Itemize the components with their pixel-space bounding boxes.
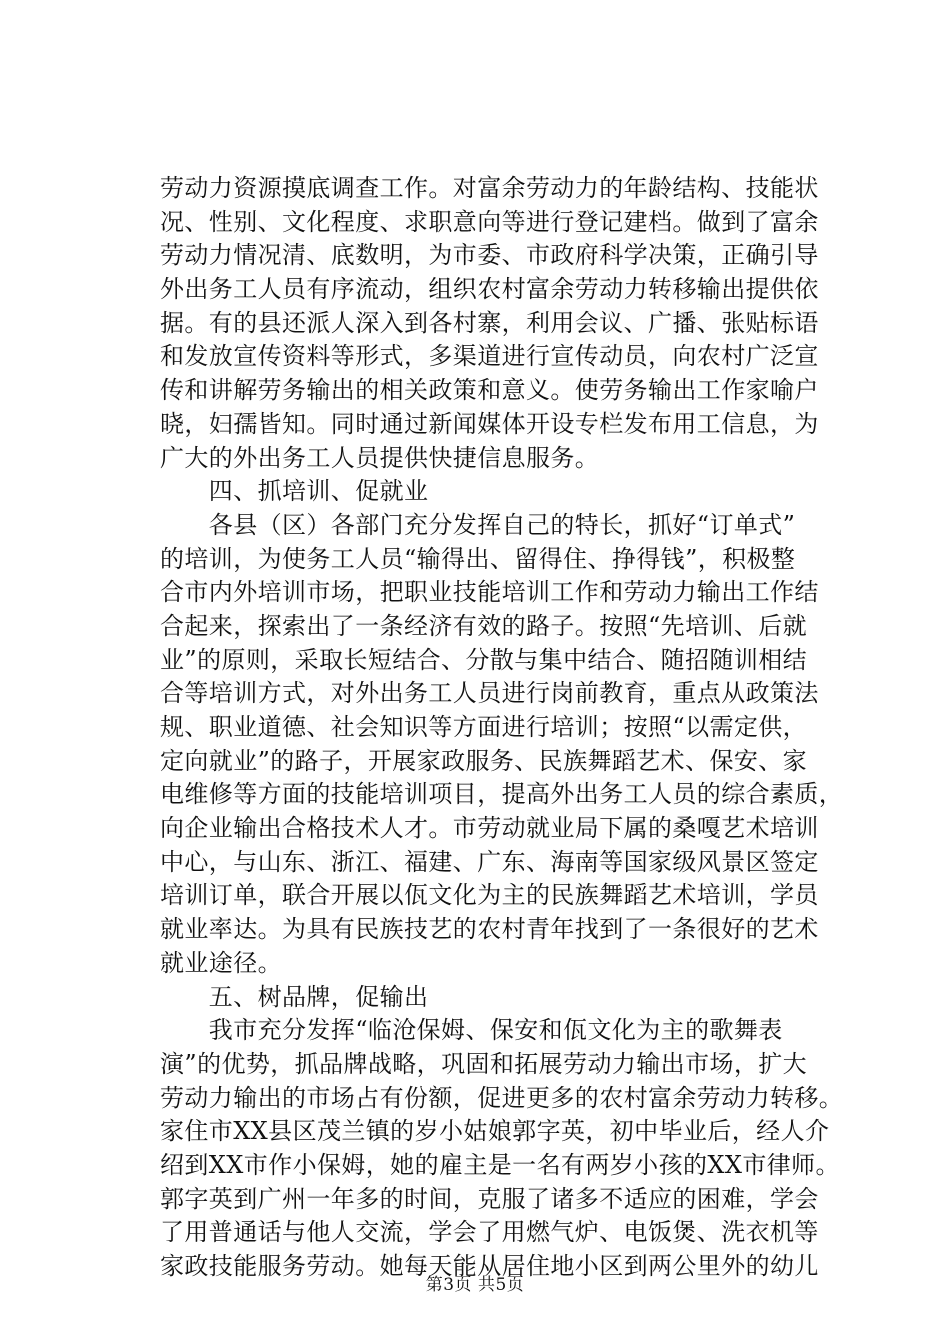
text-line: 外出务工人员有序流动，组织农村富余劳动力转移输出提供依 bbox=[160, 275, 819, 304]
text-line: 四、抓培训、促就业 bbox=[160, 477, 429, 506]
text-line: 了用普通话与他人交流，学会了用燃气炉、电饭煲、洗衣机等 bbox=[160, 1218, 819, 1247]
text-line: 向企业输出合格技术人才。市劳动就业局下属的桑嘎艺术培训 bbox=[160, 814, 819, 843]
text-line: 的培训，为使务工人员“输得出、留得住、挣得钱”，积极整 bbox=[160, 544, 796, 573]
text-line: 绍到XX市作小保姆，她的雇主是一名有两岁小孩的XX市律师。 bbox=[160, 1150, 840, 1179]
text-line: 劳动力情况清、底数明，为市委、市政府科学决策，正确引导 bbox=[160, 241, 819, 270]
text-line: 广大的外出务工人员提供快捷信息服务。 bbox=[160, 443, 600, 472]
text-line: 规、职业道德、社会知识等方面进行培训；按照“以需定供， bbox=[160, 713, 808, 741]
text-line: 郭字英到广州一年多的时间，克服了诸多不适应的困难，学会 bbox=[160, 1184, 819, 1213]
text-line: 就业率达。为具有民族技艺的农村青年找到了一条很好的艺术 bbox=[160, 915, 819, 944]
text-line: 各县（区）各部门充分发挥自己的特长，抓好“订单式” bbox=[160, 510, 796, 539]
text-line: 合市内外培训市场，把职业技能培训工作和劳动力输出工作结 bbox=[160, 578, 819, 607]
page-footer bbox=[0, 1270, 950, 1295]
text-line: 我市充分发挥“临沧保姆、保安和佤文化为主的歌舞表 bbox=[160, 1016, 783, 1045]
text-line: 晓，妇孺皆知。同时通过新闻媒体开设专栏发布用工信息，为 bbox=[160, 409, 819, 438]
text-line: 据。有的县还派人深入到各村寨，利用会议、广播、张贴标语 bbox=[160, 308, 819, 337]
text-line: 合起来，探索出了一条经济有效的路子。按照“先培训、后就 bbox=[160, 611, 808, 640]
text-line: 劳动力资源摸底调查工作。对富余劳动力的年龄结构、技能状 bbox=[160, 174, 819, 202]
text-line: 劳动力输出的市场占有份额，促进更多的农村富余劳动力转移。 bbox=[160, 1083, 844, 1112]
page-number-label: 第3页 共5页 bbox=[425, 1275, 525, 1295]
text-line: 五、树品牌，促输出 bbox=[160, 982, 429, 1011]
text-line: 家政技能服务劳动。她每天能从居住地小区到两公里外的幼儿 bbox=[160, 1252, 819, 1280]
text-line: 就业途径。 bbox=[160, 948, 282, 977]
text-line: 演”的优势，抓品牌战略，巩固和拓展劳动力输出市场，扩大 bbox=[160, 1049, 808, 1078]
document-body bbox=[160, 172, 860, 1284]
text-line: 况、性别、文化程度、求职意向等进行登记建档。做到了富余 bbox=[160, 207, 819, 236]
text-line: 电维修等方面的技能培训项目，提高外出务工人员的综合素质， bbox=[160, 780, 844, 809]
text-line: 培训订单，联合开展以佤文化为主的民族舞蹈艺术培训，学员 bbox=[160, 881, 819, 910]
text-line: 业”的原则，采取长短结合、分散与集中结合、随招随训相结 bbox=[160, 645, 808, 674]
text-line: 和发放宣传资料等形式，多渠道进行宣传动员，向农村广泛宣 bbox=[160, 342, 819, 371]
text-line: 传和讲解劳务输出的相关政策和意义。使劳务输出工作家喻户 bbox=[160, 376, 819, 405]
text-line: 定向就业”的路子，开展家政服务、民族舞蹈艺术、保安、家 bbox=[160, 746, 808, 775]
text-line: 家住市XX县区茂兰镇的岁小姑娘郭字英，初中毕业后，经人介 bbox=[160, 1117, 830, 1146]
text-line: 合等培训方式，对外出务工人员进行岗前教育，重点从政策法 bbox=[160, 679, 819, 708]
text-line: 中心，与山东、浙江、福建、广东、海南等国家级风景区签定 bbox=[160, 847, 819, 876]
